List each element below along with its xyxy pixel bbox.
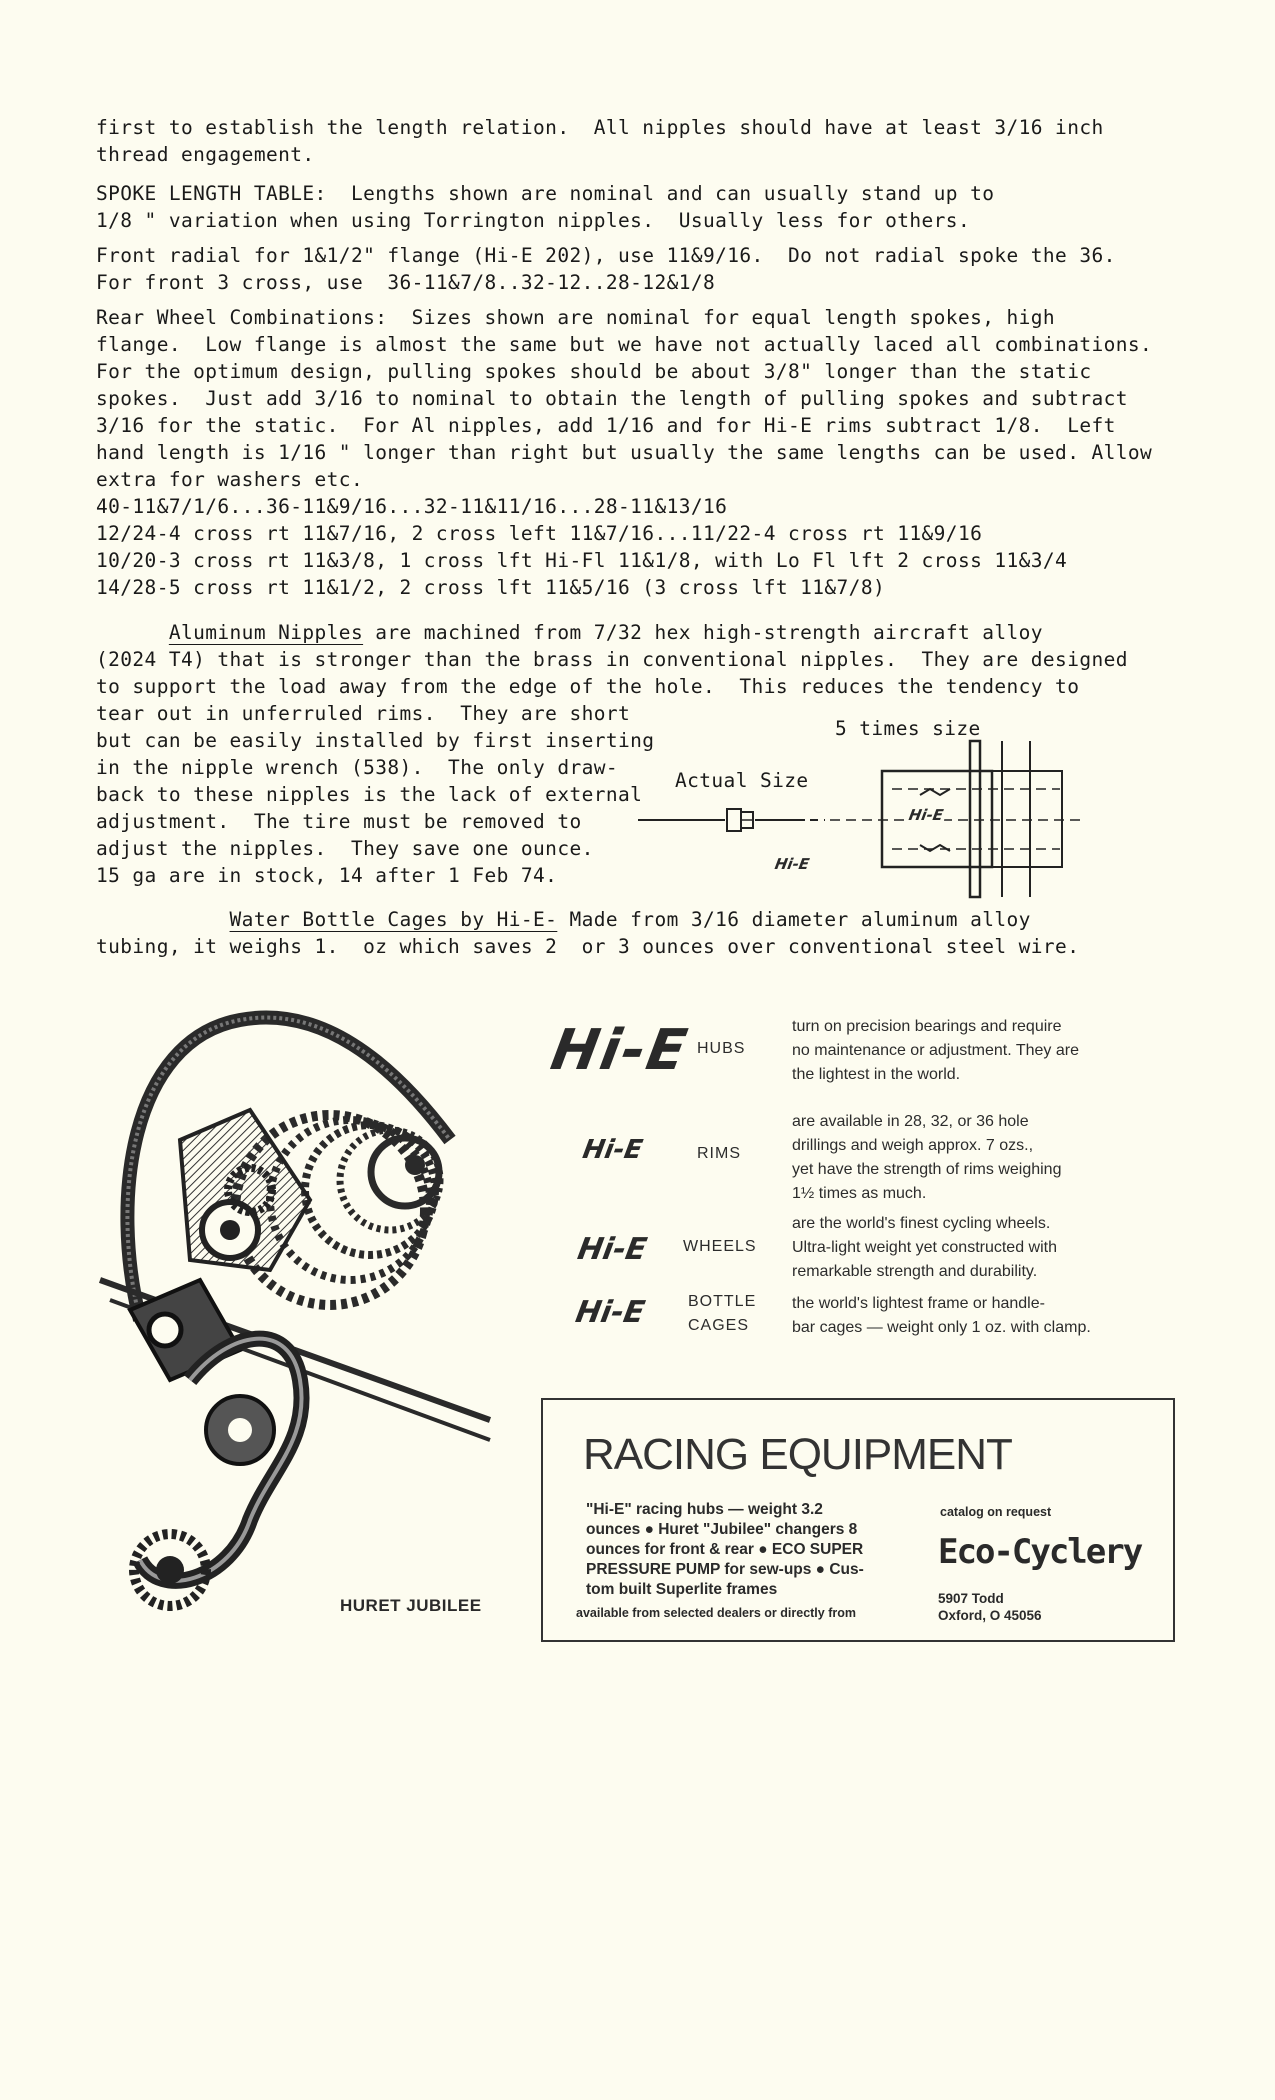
product-label-rims: RIMS xyxy=(697,1145,741,1162)
hie-logo-icon: Hi-E xyxy=(580,1135,645,1165)
nipple-figure xyxy=(630,705,1090,905)
racing-equipment-title: RACING EQUIPMENT xyxy=(583,1430,1012,1479)
nipples-text: (2024 T4) that is stronger than the brass in conventional nipples. They are designed xyxy=(96,648,1128,671)
rear-line: extra for washers etc. xyxy=(96,468,364,491)
nipples-text: are machined from 7/32 hex high-strength aircraft alloy xyxy=(363,621,1043,644)
nipples-text: adjust the nipples. They save one ounce. xyxy=(96,837,594,860)
product-desc-wheels xyxy=(792,1212,1057,1284)
front-radial-line: Front radial for 1&1/2" flange (Hi-E 202), use 11&9/16. Do not radial spoke the 36. xyxy=(96,244,1116,267)
product-logo xyxy=(574,1232,650,1267)
body-line: ounces for front & rear ● ECO SUPER xyxy=(586,1541,864,1558)
desc-line: the world's lightest frame or handle- xyxy=(792,1295,1045,1312)
hie-logo-icon: Hi-E xyxy=(572,1295,648,1330)
product-label-wheels: WHEELS xyxy=(683,1238,757,1255)
nipples-text: in the nipple wrench (538). The only draw- xyxy=(96,756,619,779)
intro-line: first to establish the length relation. All nipples should have at least 3/16 inch xyxy=(96,116,1104,139)
nipples-text: adjustment. The tire must be removed to xyxy=(96,810,582,833)
desc-line: bar cages — weight only 1 oz. with clamp. xyxy=(792,1319,1091,1336)
nipples-text: 15 ga are in stock, 14 after 1 Feb 74. xyxy=(96,864,558,887)
product-desc-rims xyxy=(792,1110,1061,1206)
product-logo xyxy=(572,1295,648,1330)
spoke-table-heading: SPOKE LENGTH TABLE: xyxy=(96,182,327,205)
desc-line: no maintenance or adjustment. They are xyxy=(792,1042,1079,1059)
label-line: BOTTLE xyxy=(688,1293,757,1310)
product-label-cages xyxy=(688,1290,756,1338)
racing-equipment-box xyxy=(541,1398,1175,1642)
body-line: tom built Superlite frames xyxy=(586,1581,778,1598)
nipples-heading: Aluminum Nipples xyxy=(168,621,364,644)
nipples-text: back to these nipples is the lack of external xyxy=(96,783,643,806)
hie-logo-icon: Hi-E xyxy=(574,1232,650,1267)
racing-equipment-footer: available from selected dealers or directly from xyxy=(576,1606,856,1620)
intro-line: thread engagement. xyxy=(96,143,315,166)
desc-line: are the world's finest cycling wheels. xyxy=(792,1215,1051,1232)
cages-heading: Water Bottle Cages by Hi-E- xyxy=(229,908,558,931)
racing-equipment-body xyxy=(586,1500,864,1600)
hie-logo-icon: Hi-E xyxy=(546,1018,694,1083)
rear-line: For the optimum design, pulling spokes should be about 3/8" longer than the static xyxy=(96,360,1092,383)
spoke-table-text: 1/8 " variation when using Torrington nipples. Usually less for others. xyxy=(96,209,971,232)
actual-size-label: Actual Size xyxy=(675,769,809,792)
cages-text: tubing, it weighs 1. oz which saves 2 or 3 ounces over conventional steel wire. xyxy=(96,935,1080,958)
rear-line: spokes. Just add 3/16 to nominal to obtain the length of pulling spokes and subtract xyxy=(96,387,1128,410)
spoke-row: 40-11&7/1/6...36-11&9/16...32-11&11/16...28-11&13/16 xyxy=(96,495,728,518)
product-logo xyxy=(546,1018,694,1083)
eco-cyclery-address xyxy=(938,1590,1042,1624)
desc-line: turn on precision bearings and require xyxy=(792,1018,1062,1035)
spoke-table-text: Lengths shown are nominal and can usually stand up to xyxy=(326,182,995,205)
spoke-row: 14/28-5 cross rt 11&1/2, 2 cross lft 11&5/16 (3 cross lft 11&7/8) xyxy=(96,576,886,599)
rear-line: 3/16 for the static. For Al nipples, add 1/16 and for Hi-E rims subtract 1/8. Left xyxy=(96,414,1116,437)
intro-paragraph xyxy=(96,114,1104,168)
address-line: Oxford, O 45056 xyxy=(938,1608,1042,1623)
product-logo xyxy=(580,1135,645,1165)
front-cross-line: For front 3 cross, use 36-11&7/8..32-12..28-12&1/8 xyxy=(96,271,716,294)
desc-line: yet have the strength of rims weighing xyxy=(792,1161,1062,1178)
illustration-caption: HURET JUBILEE xyxy=(340,1596,482,1615)
spoke-row: 12/24-4 cross rt 11&7/16, 2 cross left 11&7/16...11/22-4 cross rt 11&9/16 xyxy=(96,522,983,545)
desc-line: 1½ times as much. xyxy=(792,1185,927,1202)
label-line: CAGES xyxy=(688,1317,750,1334)
front-wheel-section xyxy=(96,242,1116,296)
body-line: "Hi-E" racing hubs — weight 3.2 xyxy=(586,1501,823,1518)
catalog-note: catalog on request xyxy=(940,1505,1052,1519)
spoke-length-section xyxy=(96,180,994,234)
rear-line: hand length is 1/16 " longer than right but usually the same lengths can be used. Allow xyxy=(96,441,1153,464)
nipple-drawing-icon xyxy=(630,705,1090,905)
derailleur-illustration-icon xyxy=(70,1000,510,1630)
cages-text: Made from 3/16 diameter aluminum alloy xyxy=(557,908,1031,931)
desc-line: drillings and weigh approx. 7 ozs., xyxy=(792,1137,1034,1154)
product-desc-hubs xyxy=(792,1015,1079,1087)
product-desc-cages xyxy=(792,1292,1091,1340)
nipples-text: to support the load away from the edge of the hole. This reduces the tendency to xyxy=(96,675,1080,698)
rear-line: flange. Low flange is almost the same but we have not actually laced all combinations. xyxy=(96,333,1153,356)
nipples-text: but can be easily installed by first inserting xyxy=(96,729,655,752)
body-line: PRESSURE PUMP for sew-ups ● Cus- xyxy=(586,1561,864,1578)
hie-enlarged-label: Hi-E xyxy=(907,806,945,824)
address-line: 5907 Todd xyxy=(938,1591,1004,1606)
five-times-label: 5 times size xyxy=(835,717,981,740)
rear-wheel-section xyxy=(96,304,1152,601)
rear-line: Rear Wheel Combinations: Sizes shown are nominal for equal length spokes, high xyxy=(96,306,1056,329)
desc-line: remarkable strength and durability. xyxy=(792,1263,1038,1280)
body-line: ounces ● Huret "Jubilee" changers 8 xyxy=(586,1521,858,1538)
nipples-text: tear out in unferruled rims. They are short xyxy=(96,702,631,725)
desc-line: are available in 28, 32, or 36 hole xyxy=(792,1113,1029,1130)
spoke-row: 10/20-3 cross rt 11&3/8, 1 cross lft Hi-Fl 11&1/8, with Lo Fl lft 2 cross 11&3/4 xyxy=(96,549,1068,572)
hie-small-label: Hi-E xyxy=(773,855,811,873)
eco-cyclery-brand: Eco-Cyclery xyxy=(938,1532,1142,1572)
cages-section xyxy=(96,906,1079,960)
product-label-hubs: HUBS xyxy=(697,1040,746,1057)
desc-line: the lightest in the world. xyxy=(792,1066,961,1083)
desc-line: Ultra-light weight yet constructed with xyxy=(792,1239,1057,1256)
